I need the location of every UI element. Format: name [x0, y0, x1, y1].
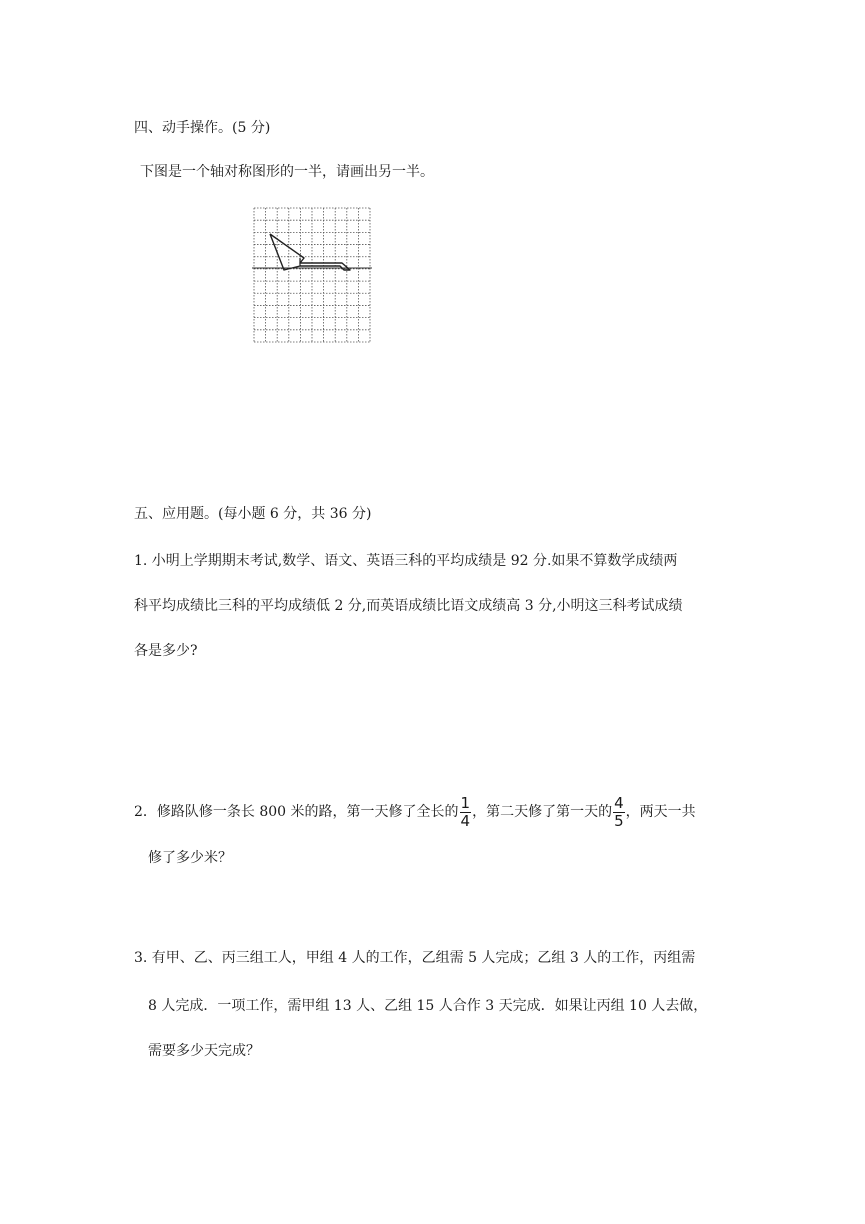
q3-line-1: 3. 有甲、乙、丙三组工人，甲组 4 人的工作，乙组需 5 人完成；乙组 3 人的工作，丙组需	[134, 950, 696, 966]
section4-instruction: 下图是一个轴对称图形的一半，请画出另一半。	[140, 164, 434, 180]
fraction-one-quarter	[460, 793, 472, 830]
q1-line-3: 各是多少?	[134, 643, 198, 659]
q1-line-2: 科平均成绩比三科的平均成绩低 2 分,而英语成绩比语文成绩高 3 分,小明这三科考试成绩	[134, 598, 683, 614]
symmetry-grid-figure	[252, 206, 372, 344]
fraction-denominator: 5	[614, 811, 624, 830]
half-figure-outline	[270, 234, 350, 270]
q1-line-1: 1. 小明上学期期末考试,数学、语文、英语三科的平均成绩是 92 分.如果不算数学成绩两	[134, 553, 678, 569]
q3-line-3: 需要多少天完成？	[148, 1043, 260, 1059]
section4-title: 四、动手操作。(5 分)	[134, 120, 271, 136]
q2-line-2: 修了多少米？	[148, 850, 232, 866]
q2-text-part3: ，两天一共	[625, 804, 696, 820]
q2-line-1	[134, 793, 696, 831]
fraction-numerator: 1	[460, 793, 471, 812]
fraction-denominator: 4	[460, 811, 471, 830]
q2-text-part1: 2．修路队修一条长 800 米的路，第一天修了全长的	[134, 804, 459, 820]
fraction-four-fifths	[613, 793, 625, 830]
fraction-numerator: 4	[614, 793, 624, 812]
section5-title: 五、应用题。(每小题 6 分，共 36 分)	[134, 506, 372, 522]
q3-line-2: 8 人完成．一项工作，需甲组 13 人、乙组 15 人合作 3 天完成．如果让丙组 10 人去做，	[148, 998, 708, 1014]
q2-text-part2: ，第二天修了第一天的	[472, 804, 613, 820]
